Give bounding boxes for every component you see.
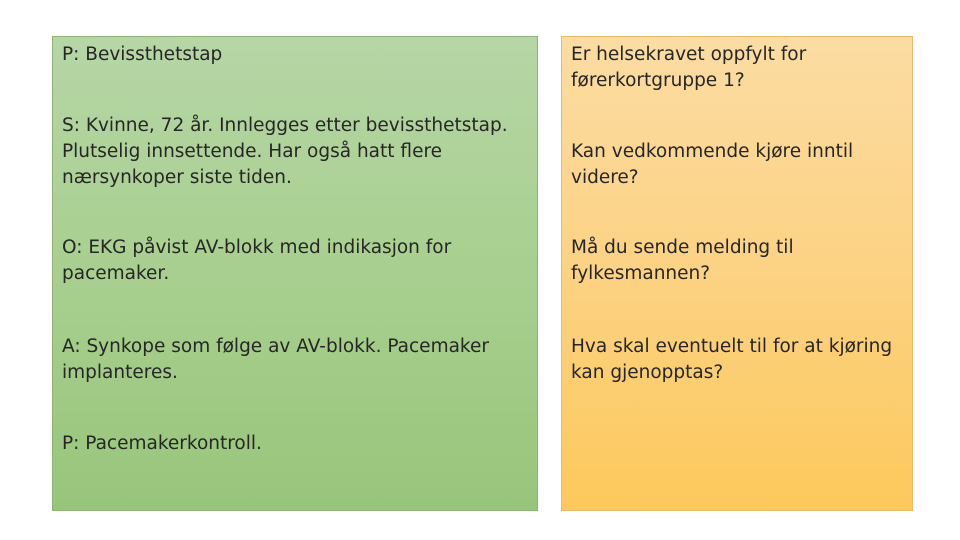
question-3: Må du sende melding til fylkesmannen?: [571, 237, 794, 284]
case-soap-panel: [52, 36, 538, 511]
question-4: Hva skal eventuelt til for at kjøring kan gjenopptas?: [571, 336, 893, 383]
soap-subjective: S: Kvinne, 72 år. Innlegges etter bevissthetstap. Plutselig innsettende. Har også hatt flere nærsynkoper siste tiden.: [62, 115, 508, 188]
question-2: Kan vedkommende kjøre inntil videre?: [571, 141, 854, 188]
soap-assessment: A: Synkope som følge av AV-blokk. Pacemaker implanteres.: [62, 336, 489, 383]
questions-panel: [561, 36, 913, 511]
soap-plan: P: Pacemakerkontroll.: [62, 433, 262, 454]
question-1: Er helsekravet oppfylt for førerkortgruppe 1?: [571, 44, 807, 91]
soap-objective: O: EKG påvist AV-blokk med indikasjon for pacemaker.: [62, 237, 452, 284]
soap-problem: P: Bevissthetstap: [62, 44, 223, 65]
